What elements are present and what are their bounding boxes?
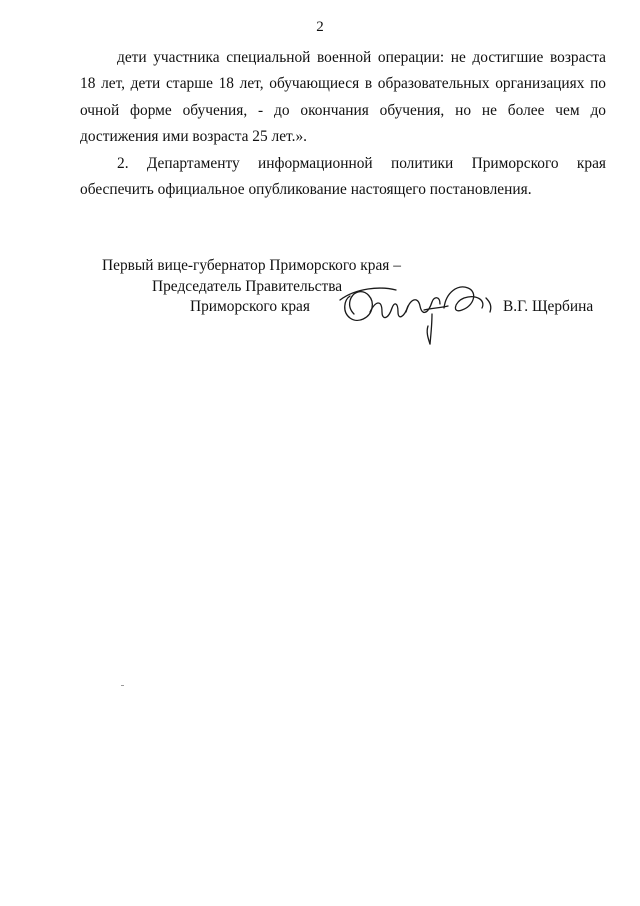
paragraph-line: обеспечить официальное опубликование настоящего постановления.	[80, 181, 532, 199]
signatory-title-line-2: Председатель Правительства	[152, 278, 343, 295]
paragraph-line: дети участника специальной военной операции: не достигшие возраста	[117, 49, 606, 66]
paragraph-continuation	[80, 45, 606, 150]
scan-speck	[121, 685, 124, 686]
signatory-title-line-1: Первый вице-губернатор Приморского края –	[102, 257, 401, 274]
paragraph-line: 18 лет, дети старше 18 лет, обучающиеся в образовательных организациях по	[80, 75, 606, 93]
handwritten-signature	[336, 278, 506, 350]
paragraph-line: очной форме обучения, - до окончания обучения, но не более чем до	[80, 101, 606, 119]
paragraph-line: достижения ими возраста 25 лет.».	[80, 127, 308, 145]
signatory-title-line-3: Приморского края	[190, 298, 310, 315]
page-number: 2	[316, 19, 324, 35]
paragraph-item-2	[80, 151, 606, 204]
signatory-name: В.Г. Щербина	[503, 298, 594, 315]
paragraph-line: 2. Департаменту информационной политики Приморского края	[117, 155, 606, 172]
